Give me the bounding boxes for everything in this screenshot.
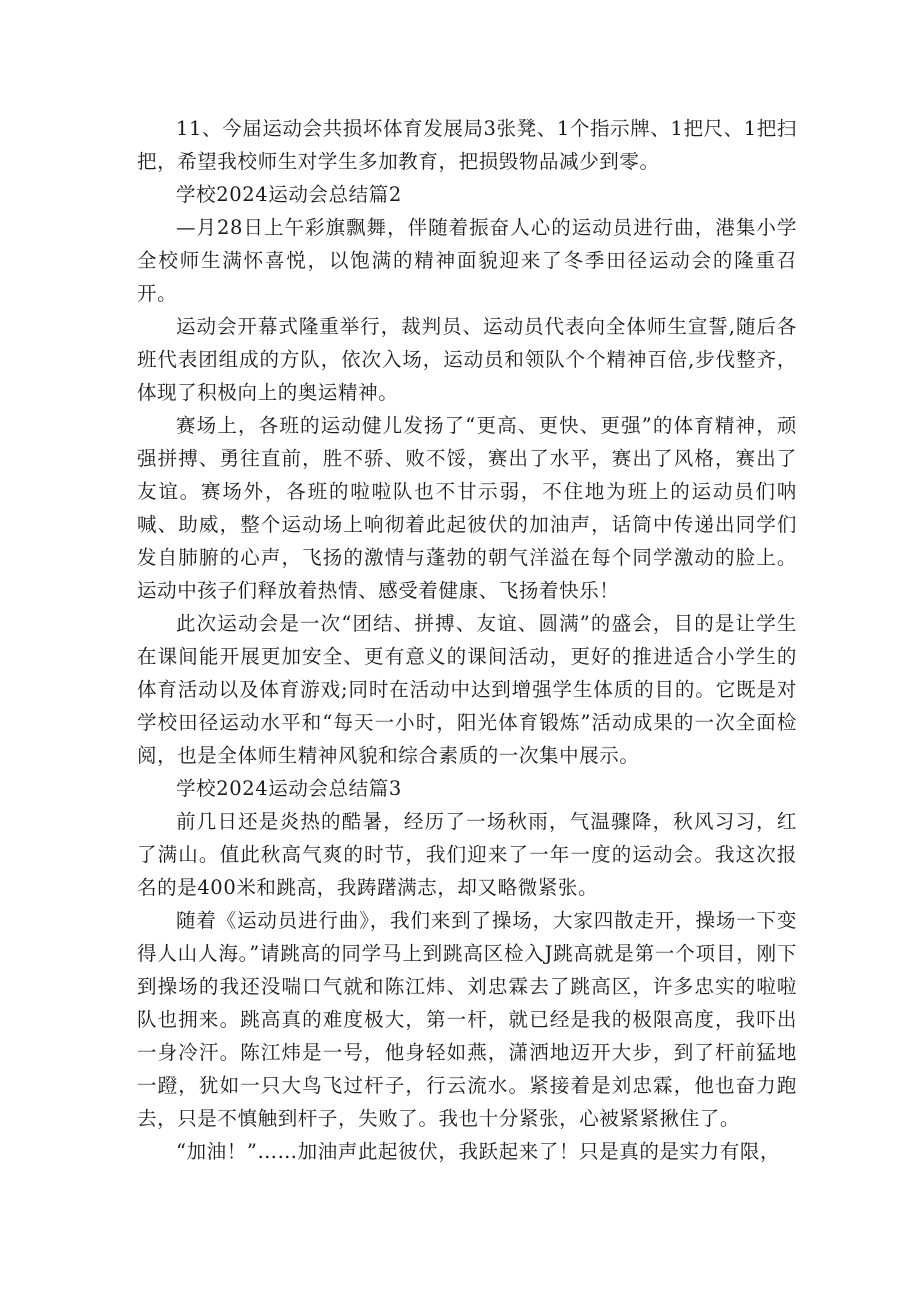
section-heading-part-3: 学校2024运动会总结篇3 bbox=[176, 777, 402, 800]
paragraph-item-11: 11、今届运动会共损坏体育发展局3张凳、1个指示牌、1把尺、1把扫把，希望我校师生对学生多加教育，把损毁物品减少到零。 bbox=[137, 117, 797, 173]
document-body bbox=[137, 112, 797, 1168]
section-heading-part-2: 学校2024运动会总结篇2 bbox=[176, 183, 402, 206]
paragraph-autumn: 前几日还是炎热的酷暑，经历了一场秋雨，气温骤降，秋风习习，红了满山。值此秋高气爽的时节，我们迎来了一年一度的运动会。我这次报名的是400米和跳高，我踌躇满志，却又略微紧张。 bbox=[137, 810, 797, 899]
paragraph-opening-ceremony: 运动会开幕式隆重举行，裁判员、运动员代表向全体师生宣誓,随后各班代表团组成的方队，依次入场，运动员和领队个个精神百倍,步伐整齐，体现了积极向上的奥运精神。 bbox=[137, 315, 797, 404]
paragraph-high-jump: 随着《运动员进行曲》，我们来到了操场，大家四散走开，操场一下变得人山人海。”请跳高的同学马上到跳高区检入J跳高就是第一个项目，刚下到操场的我还没喘口气就和陈江炜、刘忠霖去了跳高区，许多忠实的啦啦队也拥来。跳高真的难度极大，第一杆，就已经是我的极限高度，我吓出一身冷汗。陈江炜是一号，他身轻如燕，潇洒地迈开大步，到了杆前猛地一蹬，犹如一只大鸟飞过杆子，行云流水。紧接着是刘忠霖，他也奋力跑去，只是不慎触到杆子，失败了。我也十分紧张，心被紧紧揪住了。 bbox=[137, 909, 797, 1130]
paragraph-purpose: 此次运动会是一次“团结、拼搏、友谊、圆满”的盛会，目的是让学生在课间能开展更加安全、更有意义的课间活动，更好的推进适合小学生的体育活动以及体育游戏;同时在活动中达到增强学生体质的目的。它既是对学校田径运动水平和“每天一小时，阳光体育锻炼”活动成果的一次全面检阅，也是全体师生精神风貌和综合素质的一次集中展示。 bbox=[137, 612, 797, 767]
paragraph-opening: —月28日上午彩旗飘舞，伴随着振奋人心的运动员进行曲，港集小学全校师生满怀喜悦，以饱满的精神面貌迎来了冬季田径运动会的隆重召开。 bbox=[137, 216, 797, 305]
paragraph-competition: 赛场上，各班的运动健儿发扬了“更高、更快、更强”的体育精神，顽强拼搏、勇往直前，胜不骄、败不馁，赛出了水平，赛出了风格，赛出了友谊。赛场外，各班的啦啦队也不甘示弱，不住地为班上的运动员们呐喊、助威，整个运动场上响彻着此起彼伏的加油声，话筒中传递出同学们发自肺腑的心声，飞扬的激情与蓬勃的朝气洋溢在每个同学激动的脸上。运动中孩子们释放着热情、感受着健康、飞扬着快乐！ bbox=[137, 414, 797, 602]
paragraph-cheering: “加油！”……加油声此起彼伏，我跃起来了！只是真的是实力有限， bbox=[176, 1140, 781, 1163]
